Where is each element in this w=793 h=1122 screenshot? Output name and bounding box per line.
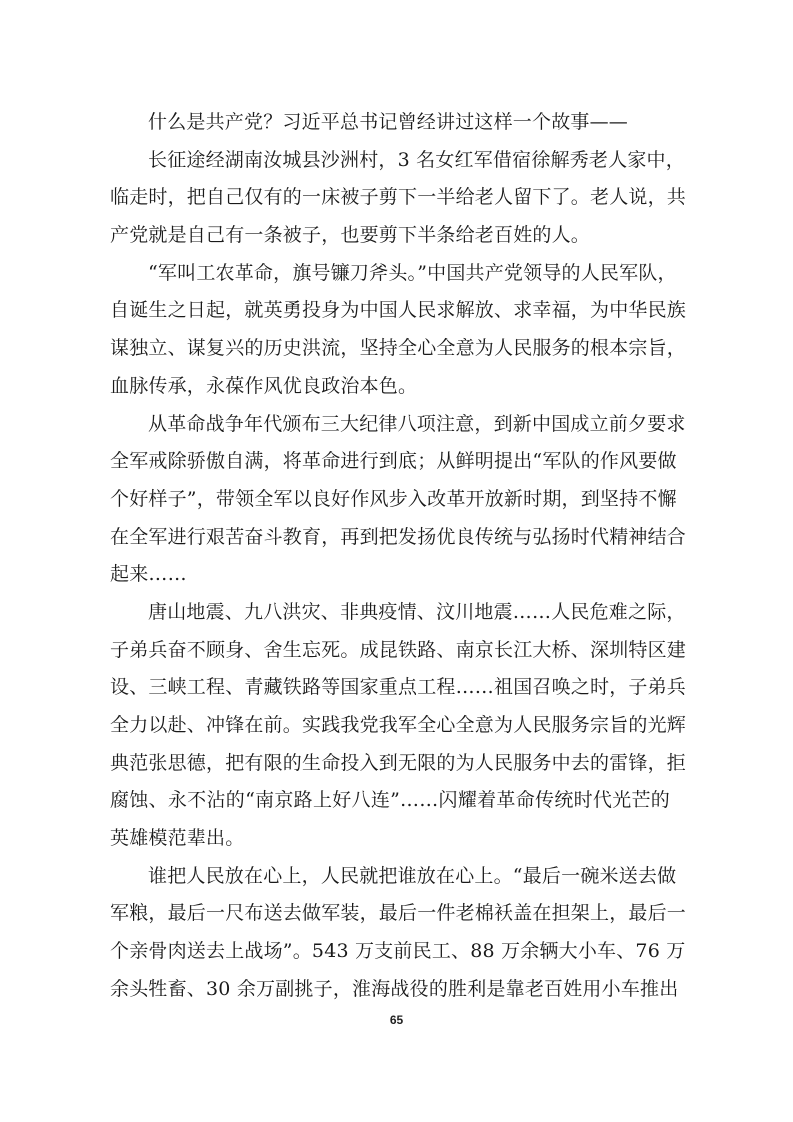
text-line: 谋独立、谋复兴的历史洪流，坚持全心全意为人民服务的根本宗旨， <box>110 337 687 360</box>
text-line: 腐蚀、永不沾的“南京路上好八连”……闪耀着革命传统时代光芒的 <box>110 789 670 812</box>
text-line: 军粮，最后一尺布送去做军装，最后一件老棉袄盖在担架上，最后一 <box>110 902 687 925</box>
text-line: 什么是共产党？习近平总书记曾经讲过这样一个故事—— <box>148 111 629 133</box>
text-line: 起来…… <box>110 563 187 586</box>
text-line: 谁把人民放在心上，人民就把谁放在心上。“最后一碗米送去做 <box>148 864 677 887</box>
text-line: 余头牲畜、30 余万副挑子，淮海战役的胜利是靠老百姓用小车推出 <box>110 977 679 1000</box>
text-line: 全力以赴、冲锋在前。实践我党我军全心全意为人民服务宗旨的光辉 <box>110 714 687 736</box>
text-line: 临走时，把自己仅有的一床被子剪下一半给老人留下了。老人说，共 <box>110 186 687 209</box>
text-line: 典范张思德，把有限的生命投入到无限的为人民服务中去的雷锋，拒 <box>110 751 687 774</box>
text-line: 自诞生之日起，就英勇投身为中国人民求解放、求幸福，为中华民族 <box>110 299 687 322</box>
text-line: 产党就是自己有一条被子，也要剪下半条给老百姓的人。 <box>110 224 591 247</box>
text-line: 英雄模范辈出。 <box>110 827 245 850</box>
text-line: 唐山地震、九八洪灾、非典疫情、汶川地震……人民危难之际， <box>148 600 686 623</box>
text-line: 个亲骨肉送去上战场”。543 万支前民工、88 万余辆大小车、76 万 <box>110 940 686 963</box>
text-line: 从革命战争年代颁布三大纪律八项注意，到新中国成立前夕要求 <box>148 412 686 435</box>
text-line: “军叫工农革命，旗号镰刀斧头。”中国共产党领导的人民军队， <box>148 261 677 284</box>
text-line: 在全军进行艰苦奋斗教育，再到把发扬优良传统与弘扬时代精神结合 <box>110 525 687 548</box>
text-line: 全军戒除骄傲自满，将革命进行到底；从鲜明提出“军队的作风要做 <box>110 450 677 473</box>
text-line: 设、三峡工程、青藏铁路等国家重点工程……祖国召唤之时，子弟兵 <box>110 676 687 699</box>
page-number: 65 <box>389 1013 404 1027</box>
text-line: 血脉传承，永葆作风优良政治本色。 <box>110 374 418 397</box>
text-line: 个好样子”，带领全军以良好作风步入改革开放新时期，到坚持不懈 <box>110 487 677 510</box>
text-line: 子弟兵奋不顾身、舍生忘死。成昆铁路、南京长江大桥、深圳特区建 <box>110 638 687 661</box>
body-text <box>110 104 687 1009</box>
text-line: 长征途经湖南汝城县沙洲村，3 名女红军借宿徐解秀老人家中， <box>148 148 685 171</box>
